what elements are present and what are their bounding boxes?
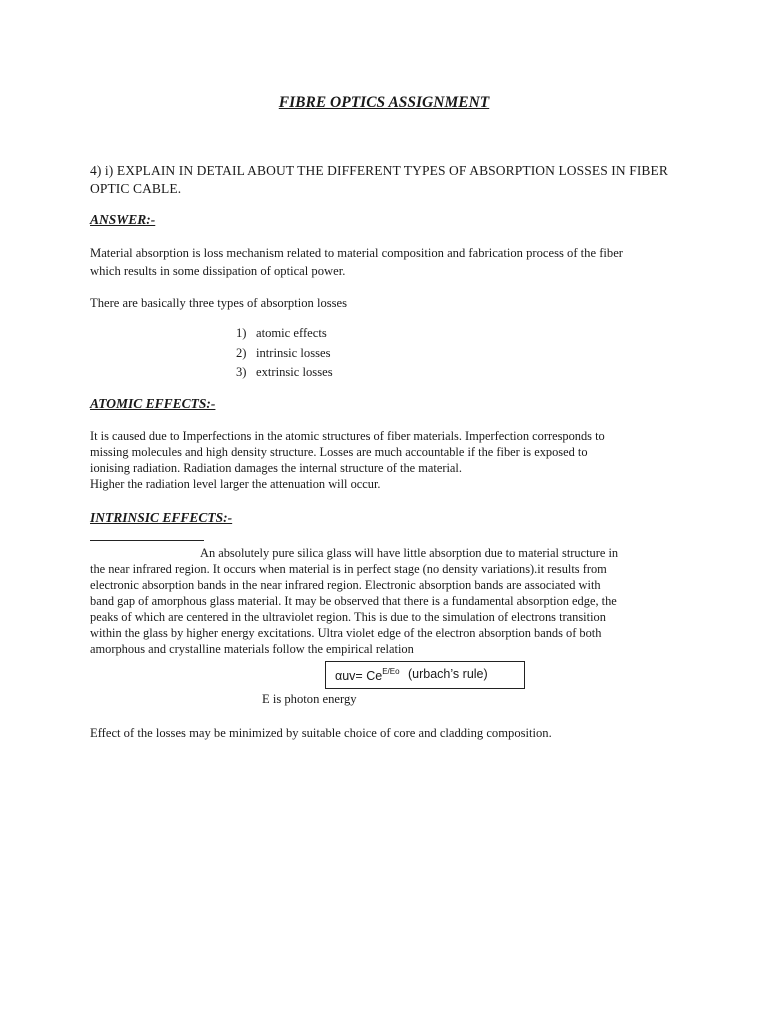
list-item <box>236 365 333 385</box>
formula-rule-name: (urbach’s rule) <box>408 667 488 681</box>
page-title: FIBRE OPTICS ASSIGNMENT <box>278 94 490 111</box>
intrinsic-effects-heading: INTRINSIC EFFECTS:- <box>90 510 233 525</box>
paragraph-line: electronic absorption bands in the near infrared region. Electronic absorption bands are associated with <box>90 578 601 592</box>
conclusion-text: Effect of the losses may be minimized by suitable choice of core and cladding composition. <box>90 726 552 740</box>
types-list <box>236 326 333 385</box>
paragraph-line: Higher the radiation level larger the attenuation will occur. <box>90 477 381 491</box>
answer-heading: ANSWER:- <box>90 212 156 227</box>
paragraph-line: missing molecules and high density structure. Losses are much accountable if the fiber is exposed to <box>90 445 588 459</box>
urbach-formula-box <box>325 661 525 689</box>
paragraph-line: within the glass by higher energy excitations. Ultra violet edge of the electron absorption bands of both <box>90 626 602 640</box>
photon-energy-note: E is photon energy <box>262 692 357 706</box>
paragraph-line: It is caused due to Imperfections in the atomic structures of fiber materials. Imperfection corresponds to <box>90 429 605 443</box>
list-number: 3) <box>236 365 247 379</box>
paragraph-line: amorphous and crystalline materials follow the empirical relation <box>90 642 414 656</box>
intro-paragraph <box>90 244 690 280</box>
formula-base: αuv= Ce <box>335 669 383 683</box>
formula <box>335 667 400 683</box>
types-intro: There are basically three types of absorption losses <box>90 296 348 310</box>
paragraph-line: the near infrared region. It occurs when material is in perfect stage (no density variations).it results from <box>90 562 607 576</box>
intrinsic-first-line: An absolutely pure silica glass will have little absorption due to material structure in <box>200 546 619 560</box>
intrinsic-paragraph <box>90 561 690 657</box>
list-label: intrinsic losses <box>256 345 331 360</box>
paragraph-line: ionising radiation. Radiation damages the internal structure of the material. <box>90 461 462 475</box>
intro-line: Material absorption is loss mechanism related to material composition and fabrication process of the fiber <box>90 246 623 260</box>
paragraph-line: peaks of which are centered in the ultraviolet region. This is due to the simulation of electrons transition <box>90 610 606 624</box>
question-text: 4) i) EXPLAIN IN DETAIL ABOUT THE DIFFERENT TYPES OF ABSORPTION LOSSES IN FIBER OPTIC CABLE. <box>90 163 668 196</box>
list-number: 1) <box>236 326 247 340</box>
list-item <box>236 326 333 346</box>
intro-line: which results in some dissipation of optical power. <box>90 264 346 278</box>
atomic-effects-paragraph <box>90 428 690 492</box>
paragraph-line: band gap of amorphous glass material. It may be observed that there is a fundamental absorption edge, the <box>90 594 617 608</box>
list-label: extrinsic losses <box>256 365 333 379</box>
list-label: atomic effects <box>256 326 327 340</box>
footnote-divider <box>90 540 204 541</box>
atomic-effects-heading: ATOMIC EFFECTS:- <box>90 396 216 411</box>
list-number: 2) <box>236 345 247 360</box>
formula-exponent: E/Eo <box>382 667 400 676</box>
list-item <box>236 346 333 366</box>
